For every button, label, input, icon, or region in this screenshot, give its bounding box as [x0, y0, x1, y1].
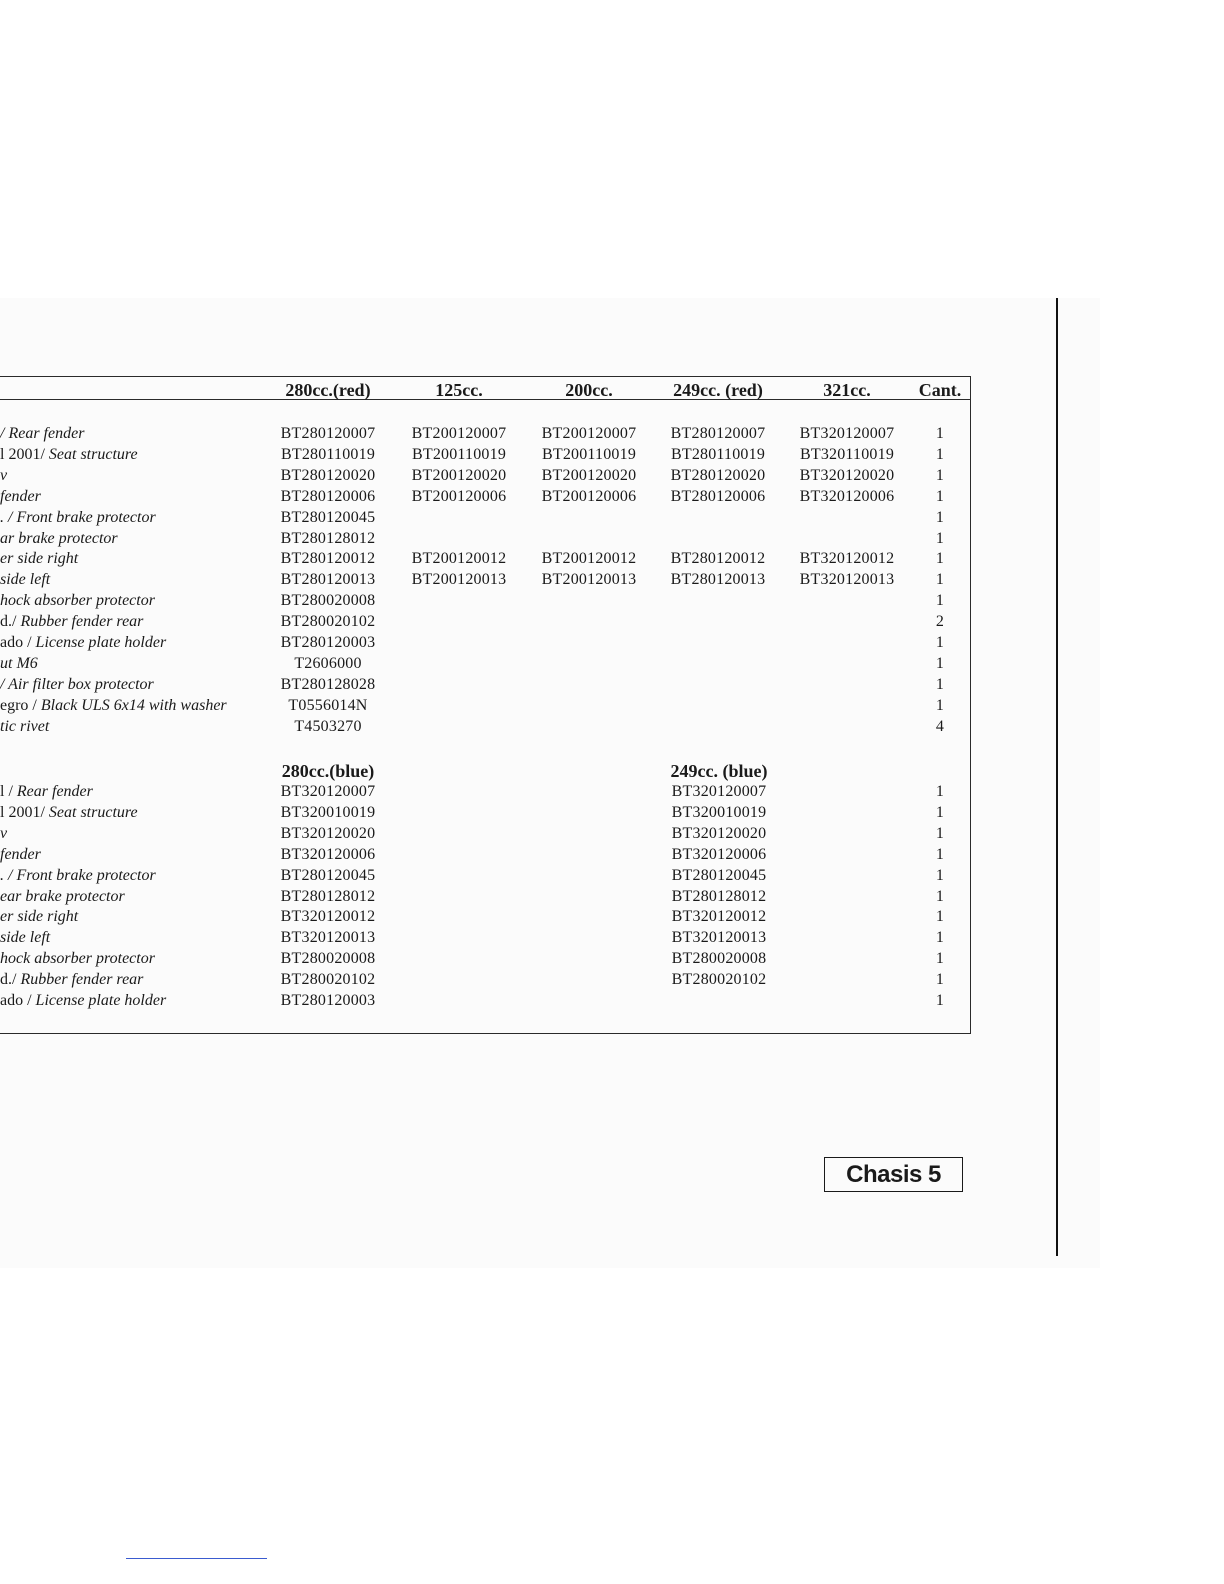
cell-280cc-blue: BT280020102: [280, 971, 376, 989]
description-english: / Rear fender: [0, 425, 85, 442]
description-english: hock absorber protector: [0, 950, 155, 968]
table-row: [0, 446, 971, 467]
description-spanish: l 2001/: [0, 445, 45, 463]
cell-125cc: BT200120020: [411, 466, 507, 484]
cell-280cc-blue: BT320120020: [280, 824, 376, 842]
cell-280cc: BT280110019: [280, 445, 376, 463]
table-row: [0, 783, 971, 804]
cell-280cc-blue: BT280120045: [280, 866, 376, 884]
part-description: [0, 530, 118, 548]
cell-200cc: BT200120020: [541, 466, 637, 484]
cell-280cc: BT280020102: [280, 613, 376, 631]
cell-280cc: BT280120045: [280, 508, 376, 526]
col-header-321cc: 321cc.: [823, 380, 871, 400]
description-english: License plate holder: [35, 992, 167, 1009]
cell-321cc: BT320120020: [799, 466, 895, 484]
description-english: Rubber fender rear: [20, 971, 144, 989]
cell-quantity: 1: [935, 466, 945, 484]
table-row: [0, 950, 971, 971]
table-row: [0, 467, 971, 488]
cell-quantity: 1: [935, 487, 945, 505]
part-description: [0, 592, 155, 610]
part-description: [0, 634, 166, 652]
col-header-125cc: 125cc.: [435, 380, 483, 400]
cell-280cc: BT280128012: [280, 529, 376, 547]
description-english: side left: [0, 571, 51, 589]
description-english: Seat structure: [48, 445, 138, 463]
cell-249cc-blue: BT280020008: [671, 950, 767, 968]
table-row: [0, 908, 971, 929]
cell-quantity: 1: [935, 592, 945, 610]
table-row: [0, 655, 971, 676]
description-spanish: ado /: [0, 992, 32, 1009]
part-description: [0, 718, 49, 736]
cell-249cc: BT280120006: [670, 487, 766, 505]
cell-200cc: BT200110019: [541, 445, 637, 463]
cell-200cc: BT200120013: [541, 571, 637, 589]
description-spanish: d./: [0, 971, 17, 989]
part-description: [0, 825, 7, 843]
description-english: side left: [0, 929, 51, 947]
blue-underline-mark: [126, 1558, 267, 1559]
cell-280cc-blue: BT320010019: [280, 803, 376, 821]
cell-249cc: BT280120013: [670, 571, 766, 589]
cell-200cc: BT200120012: [541, 550, 637, 568]
cell-249cc: BT280120012: [670, 550, 766, 568]
cell-280cc: BT280128028: [280, 675, 376, 693]
cell-280cc-blue: BT320120006: [280, 845, 376, 863]
cell-321cc: BT320110019: [799, 445, 895, 463]
part-description: [0, 971, 143, 989]
part-description: [0, 655, 38, 673]
table-row: [0, 971, 971, 992]
cell-quantity: 1: [935, 425, 945, 442]
table-row: [0, 867, 971, 888]
cell-quantity: 2: [935, 613, 945, 631]
description-english: tic rivet: [0, 717, 50, 735]
part-description: [0, 846, 41, 864]
cell-125cc: BT200110019: [411, 445, 507, 463]
cell-quantity: 1: [935, 992, 945, 1009]
part-description: [0, 888, 125, 906]
cell-quantity: 1: [935, 971, 945, 989]
part-description: [0, 867, 156, 885]
table-row: [0, 846, 971, 867]
cell-249cc: BT280120007: [670, 425, 766, 442]
cell-125cc: BT200120006: [411, 487, 507, 505]
cell-quantity: 1: [935, 634, 945, 651]
col-header-quantity: Cant.: [918, 380, 962, 400]
cell-249cc-blue: BT280120045: [671, 866, 767, 884]
description-english: ar brake protector: [0, 529, 118, 547]
page-binding-line: [1056, 298, 1058, 1256]
cell-quantity: 1: [935, 845, 945, 863]
description-english: hock absorber protector: [0, 592, 155, 610]
cell-280cc-blue: BT280120003: [280, 992, 376, 1009]
part-description: [0, 446, 138, 464]
table-row: [0, 718, 971, 739]
cell-quantity: 1: [935, 887, 945, 905]
cell-quantity: 1: [935, 783, 945, 800]
cell-280cc: BT280120012: [280, 550, 376, 568]
description-spanish: d./: [0, 613, 17, 631]
cell-280cc: BT280120007: [280, 425, 376, 442]
col-header-200cc: 200cc.: [565, 380, 613, 400]
part-description: [0, 929, 50, 947]
description-english: fender: [0, 487, 41, 505]
table-row: [0, 634, 971, 655]
description-spanish: egro /: [0, 696, 37, 714]
description-english: License plate holder: [35, 634, 167, 651]
cell-280cc: BT280020008: [280, 592, 376, 610]
cell-quantity: 1: [935, 696, 945, 714]
cell-249cc-blue: BT320120006: [671, 845, 767, 863]
cell-quantity: 1: [935, 929, 945, 947]
cell-249cc-blue: BT320120012: [671, 908, 767, 926]
cell-quantity: 1: [935, 571, 945, 589]
cell-quantity: 1: [935, 508, 945, 526]
part-description: [0, 950, 155, 968]
table-row: [0, 425, 971, 446]
cell-quantity: 1: [935, 824, 945, 842]
col-header-249cc-red: 249cc. (red): [673, 380, 763, 400]
cell-125cc: BT200120007: [411, 425, 507, 442]
description-english: Rubber fender rear: [20, 613, 144, 631]
cell-125cc: BT200120013: [411, 571, 507, 589]
description-english: Seat structure: [48, 803, 138, 821]
part-description: [0, 804, 138, 822]
cell-280cc-blue: BT320120012: [280, 908, 376, 926]
cell-249cc-blue: BT320120020: [671, 824, 767, 842]
cell-249cc-blue: BT320120007: [671, 783, 767, 800]
part-description: [0, 783, 93, 801]
description-english: Rear fender: [16, 783, 93, 800]
cell-280cc-blue: BT280020008: [280, 950, 376, 968]
table-row: [0, 825, 971, 846]
part-description: [0, 908, 78, 926]
description-english: er side right: [0, 550, 79, 568]
cell-quantity: 1: [935, 675, 945, 693]
description-english: ut M6: [0, 654, 38, 672]
description-english: v: [0, 824, 8, 842]
cell-280cc: T4503270: [294, 717, 362, 735]
cell-quantity: 1: [935, 550, 945, 568]
description-spanish: ado /: [0, 634, 32, 651]
description-english: v: [0, 466, 8, 484]
chapter-badge: Chasis 5: [824, 1157, 963, 1192]
description-english: . / Front brake protector: [0, 508, 156, 526]
cell-321cc: BT320120006: [799, 487, 895, 505]
cell-280cc: BT280120013: [280, 571, 376, 589]
cell-280cc-blue: BT320120013: [280, 929, 376, 947]
cell-321cc: BT320120013: [799, 571, 895, 589]
table-row: [0, 888, 971, 909]
table-row: [0, 697, 971, 718]
part-description: [0, 676, 154, 694]
table-row: [0, 804, 971, 825]
cell-280cc-blue: BT280128012: [280, 887, 376, 905]
cell-321cc: BT320120007: [799, 425, 895, 442]
part-description: [0, 509, 156, 527]
part-description: [0, 425, 84, 443]
cell-quantity: 1: [935, 866, 945, 884]
cell-quantity: 1: [935, 950, 945, 968]
cell-quantity: 1: [935, 803, 945, 821]
table-row: [0, 929, 971, 950]
cell-280cc: T0556014N: [288, 696, 368, 714]
cell-280cc: BT280120006: [280, 487, 376, 505]
cell-280cc-blue: BT320120007: [280, 783, 376, 800]
col-header-280cc-red: 280cc.(red): [285, 380, 371, 400]
subheader-280cc-blue: 280cc.(blue): [281, 761, 375, 781]
description-english: ear brake protector: [0, 887, 125, 905]
cell-321cc: BT320120012: [799, 550, 895, 568]
cell-125cc: BT200120012: [411, 550, 507, 568]
description-spanish: l 2001/: [0, 803, 45, 821]
part-description: [0, 697, 227, 715]
part-description: [0, 550, 78, 568]
cell-249cc-blue: BT320010019: [671, 803, 767, 821]
cell-249cc: BT280110019: [670, 445, 766, 463]
table-row: [0, 992, 971, 1013]
description-english: / Air filter box protector: [0, 675, 154, 693]
cell-quantity: 1: [935, 654, 945, 672]
part-description: [0, 488, 41, 506]
cell-249cc-blue: BT280128012: [671, 887, 767, 905]
description-english: fender: [0, 845, 41, 863]
table-row: [0, 571, 971, 592]
cell-249cc: BT280120020: [670, 466, 766, 484]
table-row: [0, 488, 971, 509]
cell-280cc: BT280120003: [280, 634, 376, 651]
part-description: [0, 467, 7, 485]
subheader-249cc-blue: 249cc. (blue): [670, 761, 768, 781]
table-row: [0, 550, 971, 571]
description-english: er side right: [0, 908, 79, 926]
description-english: . / Front brake protector: [0, 866, 156, 884]
part-description: [0, 613, 143, 631]
cell-200cc: BT200120007: [541, 425, 637, 442]
cell-quantity: 4: [935, 717, 945, 735]
cell-quantity: 1: [935, 529, 945, 547]
table-row: [0, 613, 971, 634]
cell-249cc-blue: BT280020102: [671, 971, 767, 989]
description-english: Black ULS 6x14 with washer: [40, 696, 227, 714]
part-description: [0, 992, 166, 1010]
part-description: [0, 571, 50, 589]
table-row: [0, 676, 971, 697]
cell-249cc-blue: BT320120013: [671, 929, 767, 947]
cell-quantity: 1: [935, 908, 945, 926]
table-row: [0, 530, 971, 551]
cell-280cc: BT280120020: [280, 466, 376, 484]
cell-200cc: BT200120006: [541, 487, 637, 505]
cell-280cc: T2606000: [294, 654, 362, 672]
table-row: [0, 509, 971, 530]
table-row: [0, 592, 971, 613]
cell-quantity: 1: [935, 445, 945, 463]
description-spanish: l /: [0, 783, 13, 800]
